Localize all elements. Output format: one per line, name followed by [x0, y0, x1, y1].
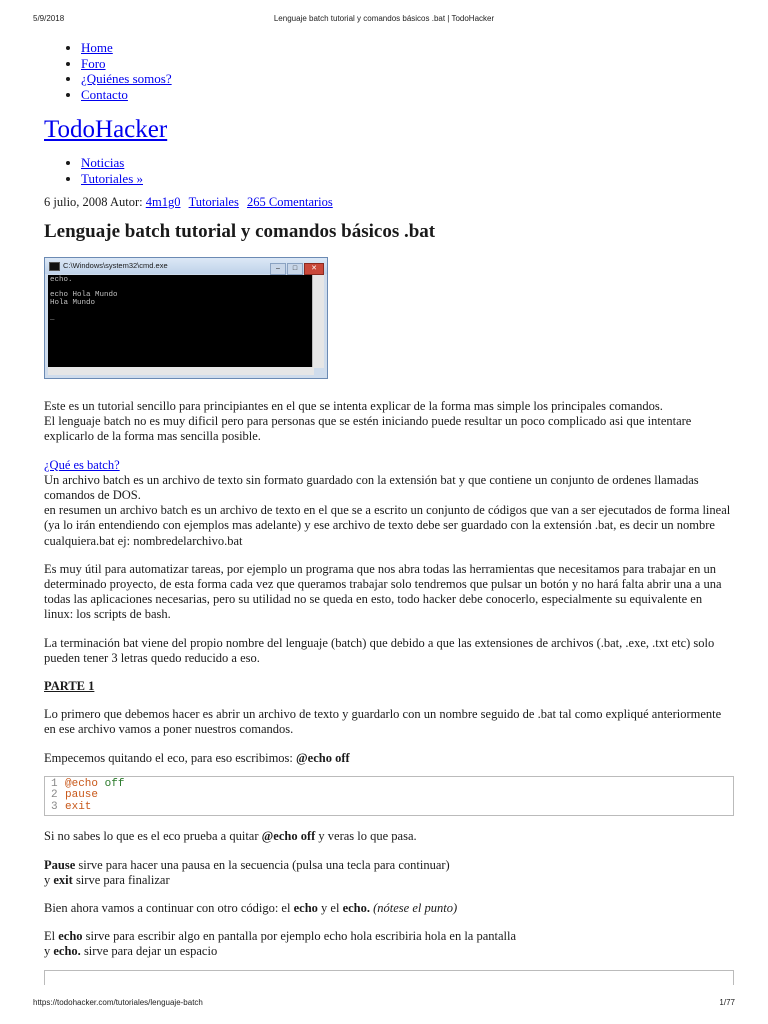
cmd-titlebar: [45, 258, 327, 274]
subnav-tutoriales[interactable]: Tutoriales »: [81, 170, 143, 186]
code-line: 1 @echo off: [51, 777, 125, 790]
echo-desc-paragraph: El echo sirve para escribir algo en pantalla por ejemplo echo hola escribiria hola en la pantalla: [44, 929, 517, 944]
cmd-window-title: C:\Windows\system32\cmd.exe: [63, 261, 168, 270]
cmd-console-output: echo. echo Hola Mundo Hola Mundo _: [48, 275, 314, 368]
termination-paragraph: La terminación bat viene del propio nombre del lenguaje (batch) que debido a que las extensiones de archivos (.bat, .exe, .txt etc) solo pueden tener 3 letras quedo reducido a eso.: [44, 635, 715, 665]
author-label: Autor:: [109, 195, 143, 209]
nav-home[interactable]: Home: [81, 40, 113, 55]
what-is-paragraph-1: Un archivo batch es un archivo de texto sin formato guardado con la extensión bat y que contiene un conjunto de ordenes llamadas comandos de DOS.: [44, 472, 699, 503]
page-content: [44, 40, 734, 985]
post-date: 6 julio, 2008: [44, 195, 108, 209]
code-line: 2 pause: [51, 789, 99, 802]
subnav-noticias[interactable]: Noticias: [81, 155, 125, 170]
cmd-screenshot: [44, 257, 328, 379]
echo-dot-paragraph: y echo. sirve para dejar un espacio: [44, 944, 218, 959]
cmd-window-icon: [49, 262, 60, 271]
print-date: 5/9/2018: [33, 14, 65, 23]
echo-off-bold: @echo off: [296, 750, 350, 765]
step1-paragraph: Lo primero que debemos hacer es abrir un archivo de texto y guardarlo con un nombre seguido de .bat tal como expliqué anteriormente en ese archivo vamos a poner nuestros comandos.: [44, 707, 722, 737]
author-link[interactable]: 4m1g0: [145, 195, 181, 209]
comments-link[interactable]: 265 Comentarios: [246, 195, 333, 209]
close-icon: ✕: [304, 263, 324, 275]
print-url: https://todohacker.com/tutoriales/lenguaje-batch: [33, 998, 203, 1007]
print-doc-title: Lenguaje batch tutorial y comandos básicos .bat | TodoHacker: [273, 14, 495, 23]
parte-1-heading: PARTE 1: [44, 679, 95, 694]
nav-foro[interactable]: Foro: [81, 55, 106, 71]
nav-quienes-somos[interactable]: ¿Quiénes somos?: [81, 71, 172, 86]
print-page-number: 1/77: [719, 998, 735, 1007]
site-title[interactable]: TodoHacker: [44, 116, 168, 143]
intro-paragraph-1: Este es un tutorial sencillo para principiantes en el que se intenta explicar de la forma mas simple los principales comandos.: [44, 399, 663, 413]
exit-paragraph: y exit sirve para finalizar: [44, 872, 170, 887]
top-nav: [44, 40, 734, 102]
echo-intro-paragraph: Empecemos quitando el eco, para eso escribimos: @echo off: [44, 750, 350, 765]
sub-nav: [44, 155, 734, 186]
code-line: 3 exit: [51, 800, 92, 813]
post-title: Lenguaje batch tutorial y comandos básicos .bat: [44, 221, 436, 242]
category-link[interactable]: Tutoriales: [188, 195, 239, 209]
maximize-icon: □: [287, 263, 303, 275]
nav-contacto[interactable]: Contacto: [81, 86, 128, 102]
code-block-partial: [44, 970, 734, 985]
post-meta: [44, 194, 734, 210]
intro-paragraph-2: El lenguaje batch no es muy dificil pero para personas que se estén iniciando puede resultar un poco complicado asi que intentare explicarlo de la forma mas sencilla posible.: [44, 414, 692, 444]
pause-paragraph: Pause sirve para hacer una pausa en la secuencia (pulsa una tecla para continuar): [44, 857, 450, 872]
what-is-batch-link[interactable]: ¿Qué es batch?: [44, 457, 120, 472]
code-block: [44, 776, 734, 817]
echo-test-paragraph: Si no sabes lo que es el eco prueba a quitar @echo off y veras lo que pasa.: [44, 829, 417, 844]
cmd-horizontal-scrollbar: [48, 367, 314, 375]
usefulness-paragraph: Es muy útil para automatizar tareas, por ejemplo un programa que nos abra todas las herramientas que necesitamos para trabajar en un determinado proyecto, de esta forma cada vez que queramos trabajar solo tendremos que pulsar un botón y no hará falta abrir una a una todas las aplicaciones necesarias, pero su utilidad no se queda en esto, todo hacker debe conocerlo, especialmente su equivalente en linux: los scripts de bash.: [44, 561, 722, 622]
continue-paragraph: Bien ahora vamos a continuar con otro código: el echo y el echo. (nótese el punto): [44, 900, 458, 915]
cmd-vertical-scrollbar: [312, 275, 324, 368]
what-is-paragraph-2: en resumen un archivo batch es un archivo de texto en el que se a escrito un conjunto de códigos que van a ser ejecutados de forma lineal (ya lo irán entendiendo con ejemplos mas adelante) y ese archivo de texto debe ser guardado con la extensión .bat, es decir un nombre cualquiera.bat ej: nombredelarchivo.bat: [44, 503, 731, 548]
minimize-icon: –: [270, 263, 286, 275]
